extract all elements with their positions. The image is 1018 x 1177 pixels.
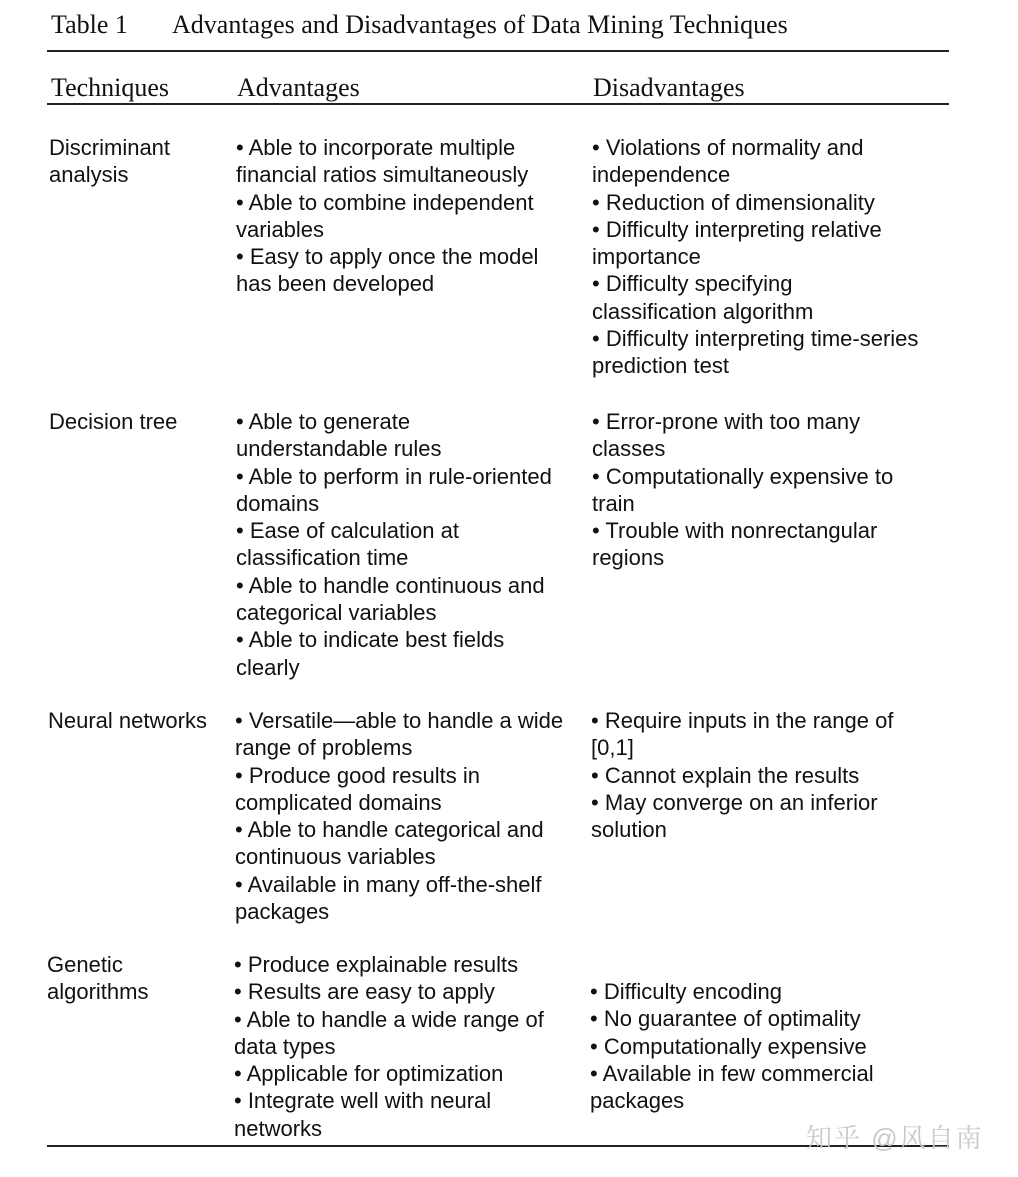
row-decision-tree-advantages bbox=[236, 408, 552, 681]
advantage-line: • Able to indicate best fields bbox=[236, 627, 505, 653]
header-disadvantages: Disadvantages bbox=[593, 73, 745, 102]
advantage-line: • Results are easy to apply bbox=[234, 979, 495, 1005]
advantage-line: understandable rules bbox=[236, 436, 442, 462]
disadvantage-line: • Difficulty encoding bbox=[590, 979, 782, 1004]
advantage-line: • Applicable for optimization bbox=[234, 1061, 504, 1087]
table-title: Advantages and Disadvantages of Data Mining Techniques bbox=[172, 10, 788, 39]
row-discriminant-advantages bbox=[236, 134, 538, 298]
advantage-line: • Able to generate bbox=[236, 409, 411, 434]
disadvantage-line: • Available in few commercial bbox=[590, 1060, 874, 1086]
advantage-line: range of problems bbox=[235, 735, 413, 761]
advantage-line: packages bbox=[235, 899, 330, 925]
advantage-line: networks bbox=[234, 1115, 323, 1141]
advantage-line: financial ratios simultaneously bbox=[236, 162, 529, 188]
disadvantage-line: packages bbox=[590, 1088, 685, 1114]
advantage-line: • Easy to apply once the model bbox=[236, 244, 539, 270]
row-decision-tree-disadvantages bbox=[592, 408, 893, 572]
advantage-line: • Able to perform in rule-oriented bbox=[236, 463, 552, 489]
technique-line: algorithms bbox=[47, 979, 149, 1005]
disadvantage-line: solution bbox=[591, 817, 667, 843]
advantage-line: • Able to handle a wide range of bbox=[234, 1006, 544, 1032]
disadvantage-line: classes bbox=[592, 436, 666, 462]
technique-line: Discriminant bbox=[49, 135, 171, 160]
disadvantage-line: • Reduction of dimensionality bbox=[592, 189, 875, 215]
watermark: 知乎 @风自南 bbox=[806, 1123, 984, 1153]
disadvantage-line: • Require inputs in the range of bbox=[591, 708, 894, 733]
disadvantage-line: • Cannot explain the results bbox=[591, 762, 860, 788]
row-discriminant-technique bbox=[49, 134, 170, 189]
disadvantage-line: importance bbox=[592, 244, 701, 270]
row-genetic-algorithms-advantages bbox=[234, 951, 544, 1142]
technique-line: Decision tree bbox=[49, 409, 178, 434]
advantage-line: • Able to handle continuous and bbox=[236, 572, 545, 598]
advantage-line: domains bbox=[236, 490, 320, 516]
technique-line: Neural networks bbox=[48, 708, 207, 733]
disadvantage-line: • Violations of normality and bbox=[592, 135, 864, 160]
disadvantage-line: independence bbox=[592, 162, 731, 188]
disadvantage-line: • Difficulty interpreting relative bbox=[592, 216, 882, 242]
advantage-line: categorical variables bbox=[236, 600, 437, 626]
row-discriminant-disadvantages bbox=[592, 134, 918, 380]
table-caption bbox=[51, 10, 788, 40]
disadvantage-line: • Computationally expensive bbox=[590, 1033, 867, 1059]
advantage-line: • Integrate well with neural bbox=[234, 1088, 492, 1114]
row-neural-networks-technique bbox=[48, 707, 207, 734]
advantage-line: • Able to combine independent bbox=[236, 189, 534, 215]
advantage-line: • Ease of calculation at bbox=[236, 518, 459, 544]
advantage-line: • Able to handle categorical and bbox=[235, 817, 544, 843]
disadvantage-line: • Error-prone with too many bbox=[592, 409, 861, 434]
technique-line: Genetic bbox=[47, 952, 123, 977]
advantage-line: • Able to incorporate multiple bbox=[236, 135, 516, 160]
advantage-line: has been developed bbox=[236, 271, 435, 297]
advantage-line: • Produce explainable results bbox=[234, 952, 519, 977]
disadvantage-line: • Computationally expensive to bbox=[592, 463, 894, 489]
technique-line: analysis bbox=[49, 162, 129, 188]
advantage-line: complicated domains bbox=[235, 789, 442, 815]
disadvantage-line: • Trouble with nonrectangular bbox=[592, 518, 878, 544]
disadvantage-line: regions bbox=[592, 545, 665, 571]
header-rule bbox=[47, 103, 949, 105]
disadvantage-line: [0,1] bbox=[591, 735, 634, 761]
disadvantage-line: • May converge on an inferior bbox=[591, 789, 878, 815]
advantage-line: clearly bbox=[236, 654, 300, 680]
header-advantages: Advantages bbox=[237, 73, 360, 102]
row-genetic-algorithms-disadvantages bbox=[590, 978, 874, 1114]
advantage-line: classification time bbox=[236, 545, 409, 571]
advantage-line: data types bbox=[234, 1033, 336, 1059]
disadvantage-line: • Difficulty interpreting time-series bbox=[592, 326, 919, 352]
disadvantage-line: prediction test bbox=[592, 353, 729, 379]
advantage-line: continuous variables bbox=[235, 844, 436, 870]
disadvantage-line: train bbox=[592, 490, 635, 516]
disadvantage-line: • No guarantee of optimality bbox=[590, 1006, 861, 1032]
row-neural-networks-advantages bbox=[235, 707, 563, 925]
disadvantage-line: • Difficulty specifying bbox=[592, 271, 793, 297]
row-decision-tree-technique bbox=[49, 408, 177, 435]
header-techniques: Techniques bbox=[51, 73, 170, 102]
advantage-line: • Available in many off-the-shelf bbox=[235, 871, 542, 897]
row-neural-networks-disadvantages bbox=[591, 707, 893, 843]
top-rule bbox=[47, 50, 949, 52]
row-genetic-algorithms-technique bbox=[47, 951, 148, 1006]
advantage-line: variables bbox=[236, 216, 325, 242]
table-label: Table 1 bbox=[51, 10, 128, 39]
advantage-line: • Produce good results in bbox=[235, 762, 480, 788]
disadvantage-line: classification algorithm bbox=[592, 298, 814, 324]
advantage-line: • Versatile—able to handle a wide bbox=[235, 708, 564, 733]
